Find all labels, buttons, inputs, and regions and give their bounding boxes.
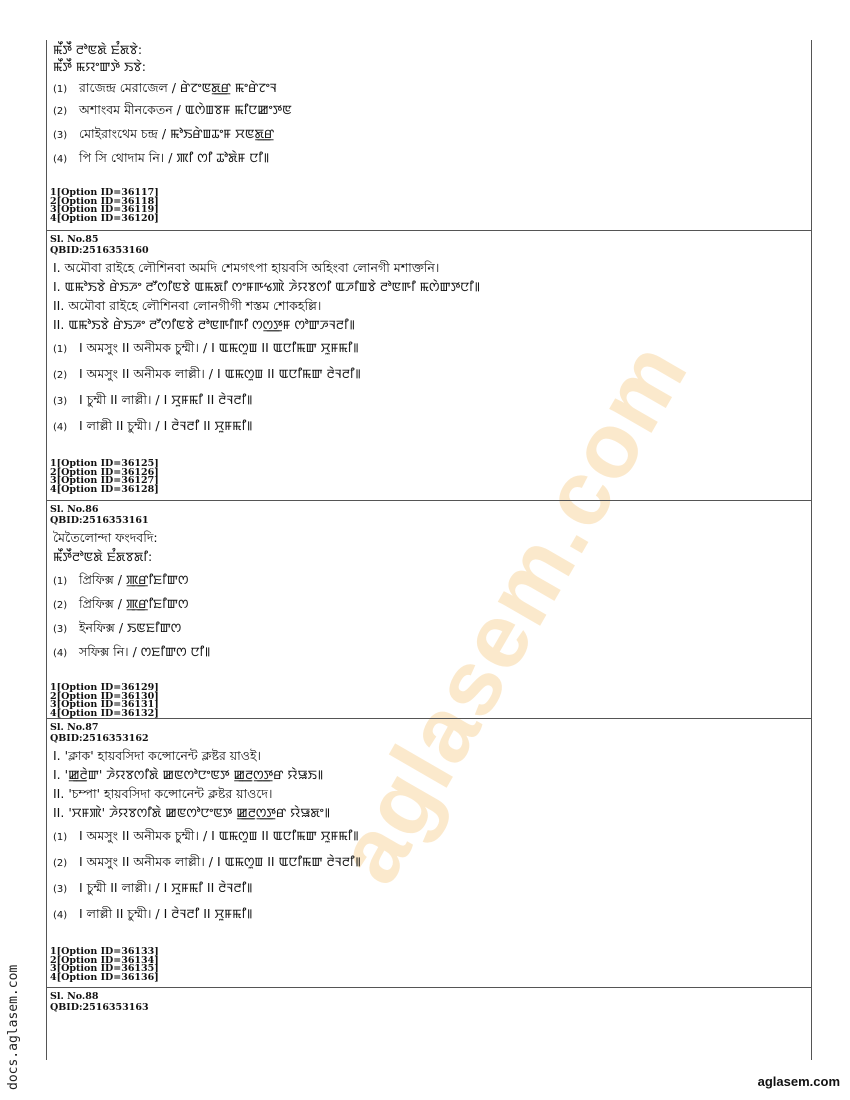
question-stem-line: ꯃꯩꯇꯩ ꯂꯣꯟꯗꯥ ꯐꯪꯗꯕꯥ:	[53, 42, 143, 57]
option-2[interactable]	[47, 102, 811, 126]
option-id: 1[Option ID=36125]	[50, 458, 159, 469]
option-3[interactable]	[47, 126, 811, 150]
option-text: I লাল্লী II চুম্মী। / I ꯂꯥꯜꯂꯤ II ꯆꯨꯝꯃꯤ꯫	[79, 906, 253, 921]
question-88	[47, 988, 811, 1013]
option-id: 1[Option ID=36133]	[50, 946, 159, 957]
question-84	[47, 40, 811, 231]
option-id: 2[Option ID=36130]	[50, 690, 159, 702]
question-stem-line: II. 'চম্পা' হায়বসিদা কন্সোনেন্ট ক্লষ্টর য়াওদে।	[53, 786, 273, 801]
option-text: ইনফিক্স / ꯏꯟꯐꯤꯛꯁ	[79, 620, 182, 635]
option-number: (2)	[53, 600, 68, 611]
question-paper	[46, 40, 812, 1060]
option-4[interactable]	[47, 906, 811, 932]
option-number: (4)	[53, 648, 68, 659]
option-text: সফিক্স নি। / ꯁꯐꯤꯛꯁ ꯅꯤ꯫	[79, 644, 211, 659]
option-ids	[47, 189, 811, 223]
option-text: I অমসুং II অনীমক লাল্লী। / I ꯑꯃꯁꯨꯡ II ꯑꯅꯤꯃꯛ ꯂꯥꯜꯂꯤ꯫	[79, 854, 361, 869]
option-1[interactable]	[47, 340, 811, 366]
option-text: I অমসুং II অনীমক চুম্মী। / I ꯑꯃꯁꯨꯡ II ꯑꯅꯤꯃꯛ ꯆꯨꯝꯃꯤ꯫	[79, 340, 359, 355]
question-stem-line: II. 'ꯆꯝꯄꯥ' ꯍꯥꯌꯕꯁꯤꯗꯥ ꯀꯟꯁꯣꯅꯦꯟꯇ ꯀ꯭ꯂꯁ꯭ꯇꯔ ꯌꯥꯎꯗꯦ꯫	[53, 805, 331, 820]
option-number: (3)	[53, 624, 68, 635]
question-stem-line: ꯃꯩꯇꯩ ꯃꯌꯦꯛꯇꯥ ꯏꯕꯥ:	[53, 59, 146, 74]
option-3[interactable]	[47, 620, 811, 644]
footer-brand[interactable]: aglasem.com	[757, 1074, 840, 1089]
option-1[interactable]	[47, 572, 811, 596]
option-ids	[47, 684, 811, 718]
option-id: 4[Option ID=36120]	[50, 212, 159, 224]
option-number: (3)	[53, 884, 68, 895]
question-stem-line: I. অমৌবা রাইহে লৌশিনবা অমদি শেমগৎপা হায়বসি অহিংবা লোনগী মশাক্তনি।	[53, 260, 440, 275]
question-87	[47, 719, 811, 988]
option-number: (4)	[53, 422, 68, 433]
option-text: প্ৰিফিক্স / ꯄ꯭ꯔꯤꯐꯤꯛꯁ	[79, 572, 189, 587]
question-stem-line: II. ꯑꯃꯣꯏꯕꯥ ꯔꯥꯏꯍꯦ ꯂꯧꯁꯤꯟꯕꯥ ꯂꯣꯟꯒꯤꯒꯤ ꯁꯁ꯭ꯇꯝ ꯁꯣꯛꯍꯜꯂꯤ꯫	[53, 317, 355, 332]
qbid: QBID:2516353163	[50, 1002, 149, 1013]
option-4[interactable]	[47, 644, 811, 668]
option-3[interactable]	[47, 392, 811, 418]
option-4[interactable]	[47, 418, 811, 444]
option-number: (4)	[53, 154, 68, 165]
question-stem-line: II. অমৌবা রাইহে লৌশিনবা লোনগীগী শস্তম শোকহল্লি।	[53, 298, 322, 313]
serial-number: Sl. No.85	[50, 234, 99, 245]
option-number: (1)	[53, 832, 68, 843]
question-stem-line: I. ꯑꯃꯣꯏꯕꯥ ꯔꯥꯏꯍꯦ ꯂꯧꯁꯤꯟꯕꯥ ꯑꯃꯗꯤ ꯁꯦꯝꯒꯠꯄꯥ ꯍꯥꯌꯕꯁꯤ ꯑꯍꯤꯡꯕꯥ ꯂꯣꯟꯒꯤ ꯃꯁꯥꯛꯇꯅꯤ꯫	[53, 279, 481, 294]
option-2[interactable]	[47, 366, 811, 392]
qbid: QBID:2516353160	[50, 245, 149, 256]
option-id: 4[Option ID=36128]	[50, 483, 159, 495]
option-text: প্ৰিফিক্স / ꯄ꯭ꯔꯤꯐꯤꯛꯁ	[79, 596, 189, 611]
option-text: I চুম্মী II লাল্লী। / I ꯆꯨꯝꯃꯤ II ꯂꯥꯜꯂꯤ꯫	[79, 392, 253, 407]
option-id: 3[Option ID=36135]	[50, 963, 159, 974]
option-id: 3[Option ID=36119]	[50, 204, 159, 215]
question-stem-line: মৈতৈলোন্দা ফংদবদি:	[53, 530, 158, 545]
option-3[interactable]	[47, 880, 811, 906]
option-id: 2[Option ID=36118]	[50, 195, 159, 207]
option-number: (2)	[53, 370, 68, 381]
serial-number: Sl. No.88	[50, 991, 99, 1002]
qbid: QBID:2516353162	[50, 733, 149, 744]
option-number: (3)	[53, 396, 68, 407]
option-text: মোইরাংথেম চন্দ্ৰ / ꯃꯣꯏꯔꯥꯡꯊꯦꯝ ꯆꯟꯗ꯭ꯔ	[79, 126, 275, 141]
option-number: (2)	[53, 106, 68, 117]
option-number: (1)	[53, 576, 68, 587]
side-url[interactable]: docs.aglasem.com	[6, 964, 21, 1090]
option-ids	[47, 948, 811, 982]
serial-number: Sl. No.87	[50, 722, 99, 733]
option-1[interactable]	[47, 80, 811, 102]
option-id: 1[Option ID=36117]	[50, 187, 159, 198]
option-id: 3[Option ID=36127]	[50, 475, 159, 486]
qbid: QBID:2516353161	[50, 515, 149, 526]
option-id: 2[Option ID=36134]	[50, 954, 159, 966]
option-number: (4)	[53, 910, 68, 921]
option-text: পি সি থোদাম নি। / ꯄꯤ ꯁꯤ ꯊꯣꯗꯥꯝ ꯅꯤ꯫	[79, 150, 270, 165]
option-4[interactable]	[47, 150, 811, 174]
option-text: I অমসুং II অনীমক চুম্মী। / I ꯑꯃꯁꯨꯡ II ꯑꯅꯤꯃꯛ ꯆꯨꯝꯃꯤ꯫	[79, 828, 359, 843]
option-number: (3)	[53, 130, 68, 141]
option-text: রাজেন্দ্ৰ মেরাজেল / ꯔꯥꯖꯦꯟꯗ꯭ꯔ ꯃꯦꯔꯥꯖꯦꯜ	[79, 80, 277, 95]
option-text: I লাল্লী II চুম্মী। / I ꯂꯥꯜꯂꯤ II ꯆꯨꯝꯃꯤ꯫	[79, 418, 253, 433]
question-86	[47, 501, 811, 719]
option-id: 4[Option ID=36136]	[50, 971, 159, 983]
option-id: 2[Option ID=36126]	[50, 466, 159, 478]
option-ids	[47, 460, 811, 494]
serial-number: Sl. No.86	[50, 504, 99, 515]
question-stem-line: I. 'ꯀ꯭ꯂꯥꯛ' ꯍꯥꯌꯕꯁꯤꯗꯥ ꯀꯟꯁꯣꯅꯦꯟꯇ ꯀ꯭ꯂꯁ꯭ꯇꯔ ꯌꯥꯎꯏ꯫	[53, 767, 324, 782]
option-1[interactable]	[47, 828, 811, 854]
question-stem-line: I. 'ক্লাক' হায়বসিদা কন্সোনেন্ট ক্লষ্টর য়াওই।	[53, 748, 261, 763]
option-text: অশাংবম মীনকেতন / ꯑꯁꯥꯡꯕꯝ ꯃꯤꯅꯀꯦꯇꯟ	[79, 102, 292, 117]
option-text: I চুম্মী II লাল্লী। / I ꯆꯨꯝꯃꯤ II ꯂꯥꯜꯂꯤ꯫	[79, 880, 253, 895]
option-2[interactable]	[47, 596, 811, 620]
option-number: (2)	[53, 858, 68, 869]
watermark: aglasem.com	[316, 324, 708, 900]
option-id: 3[Option ID=36131]	[50, 699, 159, 710]
option-number: (1)	[53, 84, 68, 95]
option-2[interactable]	[47, 854, 811, 880]
option-number: (1)	[53, 344, 68, 355]
question-stem-line: ꯃꯩꯇꯩꯂꯣꯟꯗꯥ ꯐꯪꯗꯕꯗꯤ:	[53, 549, 153, 564]
option-id: 4[Option ID=36132]	[50, 707, 159, 719]
question-85	[47, 231, 811, 501]
option-id: 1[Option ID=36129]	[50, 682, 159, 693]
option-text: I অমসুং II অনীমক লাল্লী। / I ꯑꯃꯁꯨꯡ II ꯑꯅꯤꯃꯛ ꯂꯥꯜꯂꯤ꯫	[79, 366, 361, 381]
